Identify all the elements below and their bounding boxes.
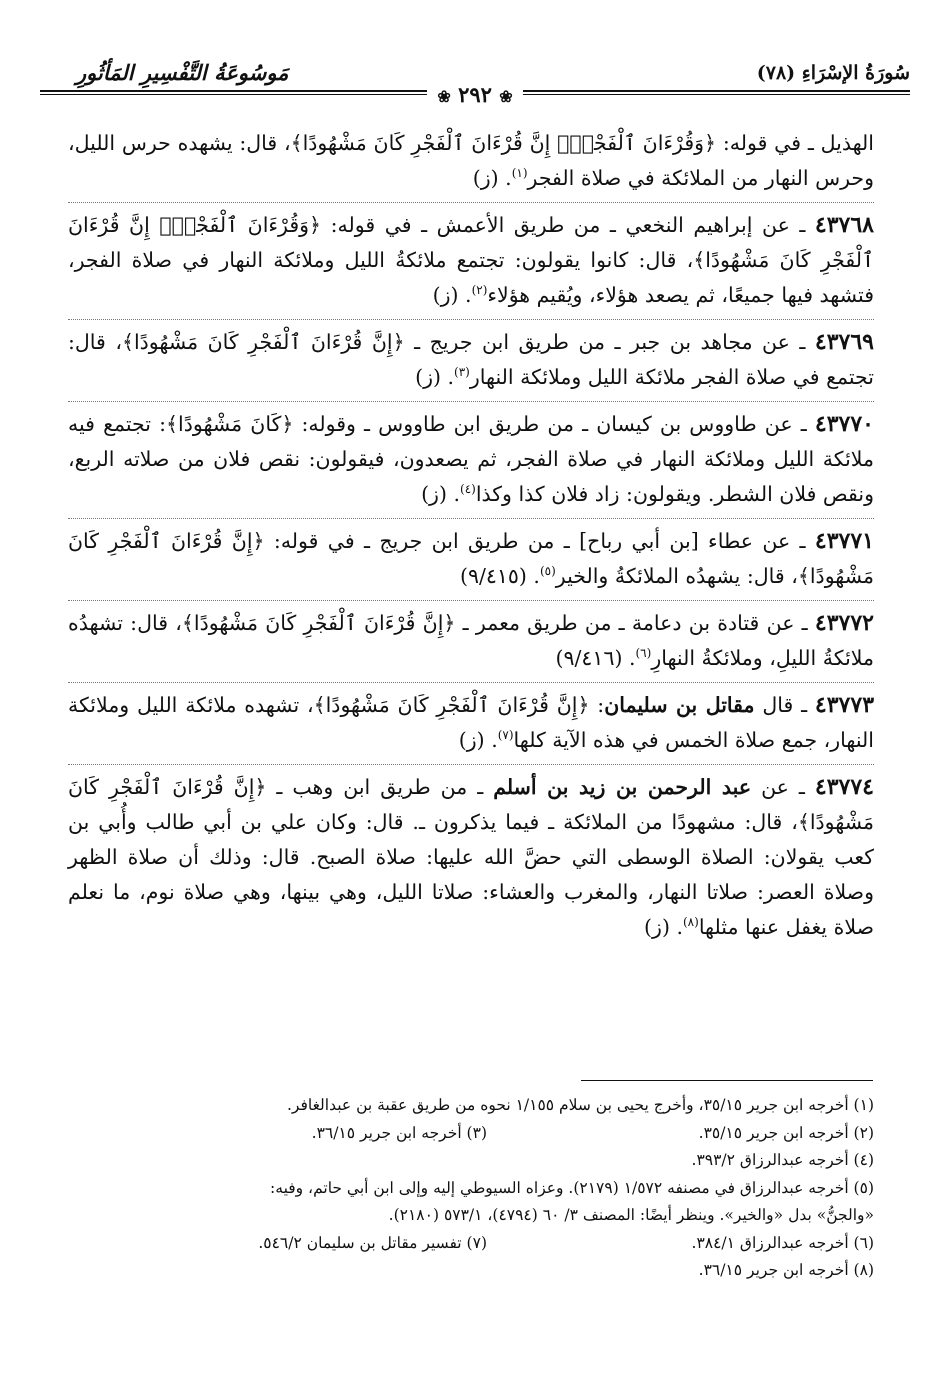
narration-paragraph [68,518,874,594]
footnote-line [100,1202,874,1230]
footnote-line [100,1092,874,1120]
narration-number: ٤٣٧٧١ [814,528,874,554]
footnotes [100,1092,874,1285]
narration-number: ٤٣٧٧٣ [814,692,875,718]
footnote-line [100,1120,874,1148]
footnote: (٤) أخرجه عبدالرزاق ٣٩٣/٢. [691,1151,874,1169]
surah-title: سُورَةُ الإسْرَاءِ (٧٨) [756,62,910,84]
page-number: ٢٩٢ [458,82,492,107]
narration-number: ٤٣٧٦٩ [814,329,874,355]
narration-number: ٤٣٧٧٢ [814,610,874,636]
narration-text: ـ عن قتادة بن دعامة ـ من طريق معمر ـ ﴿إِنَّ قُرْءَانَ ٱلْفَجْرِ كَانَ مَشْهُودًا﴾، قال: تشهدُه ملائكةُ الليلِ، وملائكةُ النهارِ$^{(٦)}$. (٩/٤١٦) [68,611,874,670]
narration-text: ـ عن عبد الرحمن بن زيد بن أسلم ـ من طريق ابن وهب ـ ﴿إِنَّ قُرْءَانَ ٱلْفَجْرِ كَانَ مَشْهُودًا﴾، قال: مشهودًا من الملائكة ـ فيما يذكرون ـ. قال: وكان علي بن أبي طالب وأُبي بن كعب يقولان: الصلاة الوسطى التي حضَّ الله عليها: صلاة الصبح. قال: وذلك أن صلاة الظهر وصلاة العصر: صلاتا النهار، والمغرب والعشاء: صلاتا الليل، وهي بينها، وهي صلاة نوم، ما نعلم صلاة يغفل عنها مثلها$^{(٨)}$. (ز) [68,775,874,939]
narration-text: ـ عن مجاهد بن جبر ـ من طريق ابن جريج ـ ﴿إِنَّ قُرْءَانَ ٱلْفَجْرِ كَانَ مَشْهُودًا﴾، قال: تجتمع في صلاة الفجر ملائكة الليل وملائكة النهار$^{(٣)}$. (ز) [68,330,874,389]
footnote-line [100,1230,874,1258]
narration-text: ـ عن عطاء [بن أبي رباح] ـ من طريق ابن جريج ـ في قوله: ﴿إِنَّ قُرْءَانَ ٱلْفَجْرِ كَانَ مَشْهُودًا﴾، قال: يشهدُه الملائكةُ والخير$^{(٥)}$. (٩/٤١٥) [68,529,874,588]
footnote: (٢) أخرجه ابن جرير ٣٥/١٥. [698,1123,874,1142]
footnote: «والجنُّ» بدل «والخير». وينظر أيضًا: المصنف ٣/ ٦٠ (٤٧٩٤)، ٥٧٣/١ (٢١٨٠). [388,1206,874,1224]
footnote-line [100,1147,874,1175]
narration-text: ـ عن إبراهيم النخعي ـ من طريق الأعمش ـ في قوله: ﴿وَقُرْءَانَ ٱلْفَجْرِۖ إِنَّ قُرْءَانَ ٱلْفَجْرِ كَانَ مَشْهُودًا﴾، قال: كانوا يقولون: تجتمع ملائكةُ الليل وملائكة النهار في صلاة الفجر، فتشهد فيها جميعًا، ثم يصعد هؤلاء، ويُقيم هؤلاء$^{(٢)}$. (ز) [68,213,874,307]
running-header [40,52,910,112]
footnote: (٦) أخرجه عبدالرزاق ٣٨٤/١. [691,1233,874,1252]
narration-text: ـ عن طاووس بن كيسان ـ من طريق ابن طاووس ـ وقوله: ﴿كَانَ مَشْهُودًا﴾: تجتمع فيه ملائكة الليل وملائكة النهار في صلاة الفجر، ثم يصعدون، فيقولون: نقص فلان من صلاته الربع، ونقص فلان الشطر. ويقولون: زاد فلان كذا وكذا$^{(٤)}$. (ز) [68,412,874,506]
narration-paragraph [68,600,874,676]
narration-paragraph [68,764,874,945]
footnote: (١) أخرجه ابن جرير ٣٥/١٥، وأخرج يحيى بن سلام ١/١٥٥ نحوه من طريق عقبة بن عبدالغافر. [286,1096,874,1114]
narration-paragraph [68,202,874,313]
narration-paragraph [68,126,874,196]
narration-paragraph [68,682,874,758]
footnote: (٥) أخرجه عبدالرزاق في مصنفه ١/٥٧٢ (٢١٧٩). وعزاه السيوطي إليه وإلى ابن أبي حاتم، وفيه: [270,1178,874,1197]
footnote-line [100,1257,874,1285]
narration-text: الهذيل ـ في قوله: ﴿وَقُرْءَانَ ٱلْفَجْرِۖ إِنَّ قُرْءَانَ ٱلْفَجْرِ كَانَ مَشْهُودًا﴾، قال: يشهده حرس الليل، وحرس النهار من الملائكة في صلاة الفجر$^{(١)}$. (ز) [68,131,874,190]
narration-number: ٤٣٧٧٠ [814,411,874,437]
page-number-box [427,84,522,108]
narration-paragraph [68,319,874,395]
footnote-separator [581,1080,873,1081]
book-title: مَوسُوعَةُ التَّفْسِيرِ المَأثُورِ [76,60,289,85]
narration-text: ـ قال مقاتل بن سليمان: ﴿إِنَّ قُرْءَانَ ٱلْفَجْرِ كَانَ مَشْهُودًا﴾، تشهده ملائكة الليل وملائكة النهار، جمع صلاة الخمس في هذه الآية كلها$^{(٧)}$. (ز) [68,693,874,752]
footnote-line [100,1175,874,1203]
narration-paragraph [68,401,874,512]
ornament-icon: ❀ [499,87,513,106]
narration-number: ٤٣٧٧٤ [814,774,874,800]
footnote: (٧) تفسير مقاتل بن سليمان ٥٤٦/٢. [258,1233,487,1252]
narration-number: ٤٣٧٦٨ [814,212,874,238]
main-text [68,126,874,945]
footnote: (٣) أخرجه ابن جرير ٣٦/١٥. [311,1123,487,1142]
ornament-icon: ❀ [437,87,451,106]
footnote: (٨) أخرجه ابن جرير ٣٦/١٥. [698,1261,874,1279]
